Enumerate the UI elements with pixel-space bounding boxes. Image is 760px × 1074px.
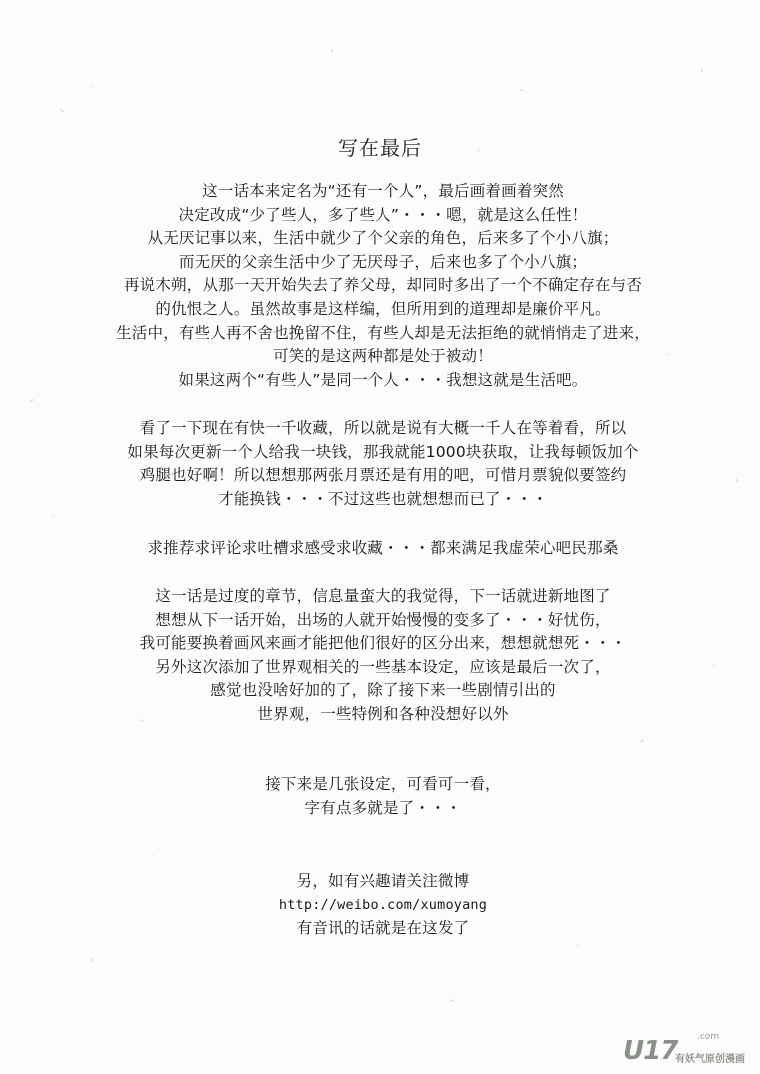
text-line: 有音讯的话就是在这发了 <box>296 919 470 938</box>
text-line: 看了一下现在有快一千收藏，所以就是说有大概一千人在等着看，所以 <box>139 419 627 437</box>
text-line: 的仇恨之人。虽然故事是这样编，但所用到的道理却是廉价平凡。 <box>155 299 611 318</box>
paragraph-weibo <box>0 870 760 941</box>
paragraph-favorites <box>0 417 760 511</box>
text-line: 求推荐求评论求吐槽求感受求收藏・・・都来满足我虚荣心吧民那桑 <box>147 539 619 557</box>
text-line: 决定改成“少了些人，多了些人”・・・嗯，就是这么任性！ <box>178 205 588 224</box>
text-line: 感觉也没啥好加的了，除了接下来一些剧情引出的 <box>210 681 556 700</box>
text-line: 这一话本来定名为“还有一个人”，最后画着画着突然 <box>202 182 564 200</box>
text-line: 从无厌记事以来，生活中就少了个父亲的角色，后来多了个小八旗； <box>147 229 619 248</box>
paragraph-chapter-name <box>0 180 760 392</box>
text-line: 字有点多就是了・・・ <box>304 798 462 817</box>
u17-watermark-logo <box>623 1030 748 1066</box>
watermark-brand: U17 <box>623 1036 678 1066</box>
paragraph-next-chapter <box>0 585 760 727</box>
text-line: 而无厌的父亲生活中少了无厌母子，后来也多了个小八旗； <box>178 252 588 271</box>
text-line: 才能换钱・・・不过这些也就想想而已了・・・ <box>218 489 548 508</box>
text-line: 如果这两个“有些人”是同一个人・・・我想这就是生活吧。 <box>178 370 588 389</box>
text-line: 世界观，一些特例和各种没想好以外 <box>257 704 509 723</box>
text-line: 可笑的是这两种都是处于被动！ <box>273 347 493 366</box>
paragraph-settings-note <box>0 773 760 820</box>
weibo-link[interactable]: http://weibo.com/xumoyang <box>278 896 488 913</box>
text-line: 接下来是几张设定，可看可一看， <box>265 775 501 793</box>
text-line: 如果每次更新一个人给我一块钱，那我就能1000块获取，让我每顿饭加个 <box>127 442 639 461</box>
text-line: 另外这次添加了世界观相关的一些基本设定，应该是最后一次了， <box>155 657 611 676</box>
text-line: 生活中，有些人再不舍也挽留不住，有些人却是无法拒绝的就悄悄走了进来， <box>116 323 650 342</box>
text-line: 想想从下一话开始，出场的人就开始慢慢的变多了・・・好忧伤， <box>155 610 611 629</box>
text-line: 再说木朔，从那一天开始失去了养父母，却同时多出了一个不确定存在与否 <box>123 276 643 295</box>
text-line: 我可能要换着画风来画才能把他们很好的区分出来，想想就想死・・・ <box>139 634 627 653</box>
watermark-domain: .com <box>697 1032 720 1042</box>
paragraph-request <box>0 537 760 561</box>
watermark-tagline: 有妖气原创漫画 <box>675 1054 745 1065</box>
text-line: 鸡腿也好啊！所以想想那两张月票还是有用的吧，可惜月票貌似要签约 <box>139 466 627 485</box>
text-line: 这一话是过度的章节，信息量蛮大的我觉得，下一话就进新地图了 <box>155 587 611 605</box>
page-title: 写在最后 <box>338 136 422 160</box>
text-line: 另，如有兴趣请关注微博 <box>296 872 470 890</box>
